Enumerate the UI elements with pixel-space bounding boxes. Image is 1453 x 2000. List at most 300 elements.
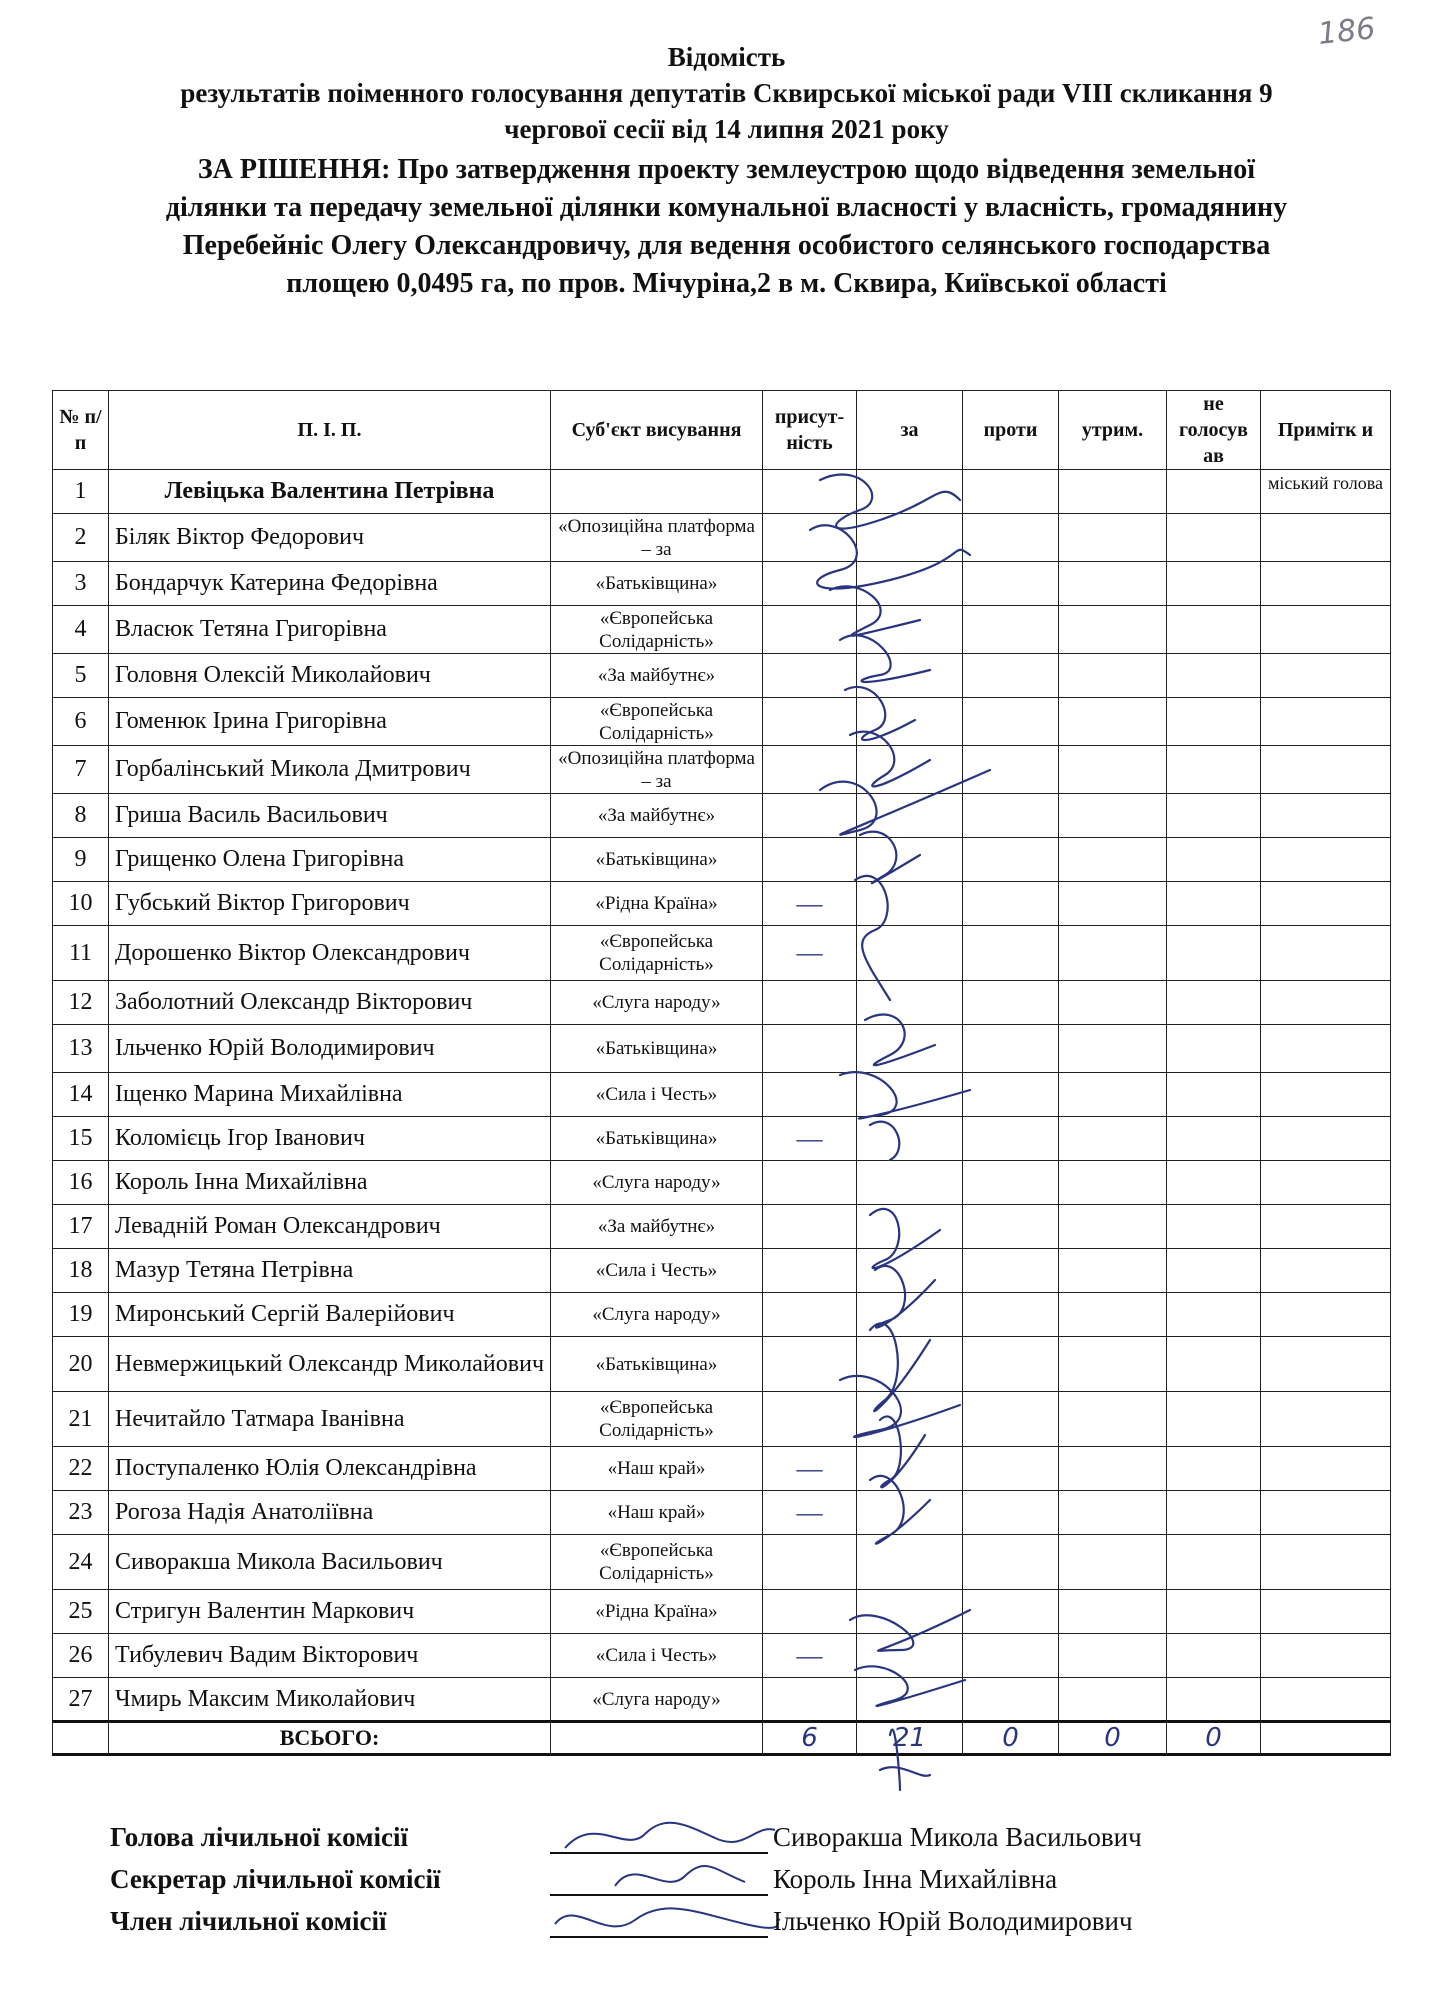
total-note-cell bbox=[1261, 1722, 1391, 1755]
decision-line-4: площею 0,0495 га, по пров. Мічуріна,2 в м. Сквира, Київської області bbox=[286, 268, 1167, 299]
party-name: «Сила і Честь» bbox=[551, 1249, 763, 1293]
handwritten-signature bbox=[545, 1898, 785, 1942]
commission-role: Голова лічильної комісії bbox=[110, 1822, 408, 1852]
presence-cell bbox=[763, 562, 857, 606]
for-cell bbox=[857, 654, 963, 698]
total-presence-value: 6 bbox=[801, 1723, 818, 1753]
against-cell bbox=[963, 1293, 1059, 1337]
table-row bbox=[53, 606, 1391, 654]
against-cell bbox=[963, 1117, 1059, 1161]
not-voted-cell bbox=[1167, 882, 1261, 926]
row-number: 6 bbox=[53, 698, 109, 746]
abstain-cell bbox=[1059, 606, 1167, 654]
presence-mark: — bbox=[796, 1123, 823, 1153]
for-cell bbox=[857, 1590, 963, 1634]
total-not-voted-value: 0 bbox=[1205, 1723, 1222, 1753]
row-number: 3 bbox=[53, 562, 109, 606]
table-row bbox=[53, 1117, 1391, 1161]
document-subtitle-line-1: результатів поіменного голосування депутатів Сквирської міської ради VIII скликання 9 bbox=[180, 78, 1273, 108]
total-abstain bbox=[1059, 1722, 1167, 1755]
abstain-cell bbox=[1059, 562, 1167, 606]
total-for bbox=[857, 1722, 963, 1755]
not-voted-cell bbox=[1167, 1249, 1261, 1293]
party-name: «Батьківщина» bbox=[551, 838, 763, 882]
abstain-cell bbox=[1059, 794, 1167, 838]
not-voted-cell bbox=[1167, 838, 1261, 882]
deputy-name: Головня Олексій Миколайович bbox=[109, 654, 551, 698]
party-name: «Рідна Країна» bbox=[551, 1590, 763, 1634]
deputy-name: Біляк Віктор Федорович bbox=[109, 514, 551, 562]
row-number: 17 bbox=[53, 1205, 109, 1249]
party-name: «Наш край» bbox=[551, 1491, 763, 1535]
table-row bbox=[53, 514, 1391, 562]
table-row bbox=[53, 926, 1391, 981]
deputy-name: Нечитайло Татмара Іванівна bbox=[109, 1392, 551, 1447]
table-row bbox=[53, 1392, 1391, 1447]
header-presence: присут-ність bbox=[763, 391, 857, 470]
decision-line-3: Перебейніс Олегу Олександровичу, для ведення особистого селянського господарства bbox=[182, 230, 1271, 261]
party-name: «Європейська Солідарність» bbox=[551, 926, 763, 981]
for-cell bbox=[857, 698, 963, 746]
total-against-value: 0 bbox=[1002, 1723, 1019, 1753]
footer-row-member bbox=[110, 1906, 1410, 1948]
note-cell bbox=[1261, 838, 1391, 882]
deputy-name: Дорошенко Віктор Олександрович bbox=[109, 926, 551, 981]
header-abstain: утрим. bbox=[1059, 391, 1167, 470]
presence-cell bbox=[763, 514, 857, 562]
for-cell bbox=[857, 1073, 963, 1117]
abstain-cell bbox=[1059, 1590, 1167, 1634]
party-name: «Батьківщина» bbox=[551, 1025, 763, 1073]
abstain-cell bbox=[1059, 470, 1167, 514]
against-cell bbox=[963, 514, 1059, 562]
table-row bbox=[53, 1678, 1391, 1722]
abstain-cell bbox=[1059, 1205, 1167, 1249]
note-cell bbox=[1261, 1337, 1391, 1392]
commission-member-name: Сиворакша Микола Васильович bbox=[773, 1822, 1142, 1852]
handwritten-signature bbox=[545, 1814, 785, 1858]
note-cell: міський голова bbox=[1261, 470, 1391, 514]
party-name: «Слуга народу» bbox=[551, 1293, 763, 1337]
for-cell bbox=[857, 1634, 963, 1678]
total-abstain-value: 0 bbox=[1104, 1723, 1121, 1753]
for-cell bbox=[857, 1025, 963, 1073]
for-cell bbox=[857, 1293, 963, 1337]
presence-cell bbox=[763, 926, 857, 981]
not-voted-cell bbox=[1167, 470, 1261, 514]
not-voted-cell bbox=[1167, 981, 1261, 1025]
against-cell bbox=[963, 926, 1059, 981]
for-cell bbox=[857, 1205, 963, 1249]
table-row bbox=[53, 981, 1391, 1025]
row-number: 26 bbox=[53, 1634, 109, 1678]
party-name: «Батьківщина» bbox=[551, 1337, 763, 1392]
not-voted-cell bbox=[1167, 1590, 1261, 1634]
row-number: 20 bbox=[53, 1337, 109, 1392]
note-cell bbox=[1261, 1634, 1391, 1678]
row-number: 21 bbox=[53, 1392, 109, 1447]
abstain-cell bbox=[1059, 1678, 1167, 1722]
abstain-cell bbox=[1059, 1025, 1167, 1073]
presence-cell bbox=[763, 698, 857, 746]
note-cell bbox=[1261, 1025, 1391, 1073]
abstain-cell bbox=[1059, 1535, 1167, 1590]
table-row bbox=[53, 562, 1391, 606]
row-number: 12 bbox=[53, 981, 109, 1025]
against-cell bbox=[963, 882, 1059, 926]
abstain-cell bbox=[1059, 1073, 1167, 1117]
presence-cell bbox=[763, 882, 857, 926]
for-cell bbox=[857, 1337, 963, 1392]
presence-cell bbox=[763, 746, 857, 794]
deputy-name: Губський Віктор Григорович bbox=[109, 882, 551, 926]
not-voted-cell bbox=[1167, 698, 1261, 746]
table-row bbox=[53, 1447, 1391, 1491]
table-row bbox=[53, 1535, 1391, 1590]
commission-signatures bbox=[110, 1822, 1410, 1948]
presence-mark: — bbox=[796, 938, 823, 967]
against-cell bbox=[963, 654, 1059, 698]
table-row bbox=[53, 1205, 1391, 1249]
row-number: 11 bbox=[53, 926, 109, 981]
party-name: «Сила і Честь» bbox=[551, 1634, 763, 1678]
not-voted-cell bbox=[1167, 1634, 1261, 1678]
party-name: «За майбутнє» bbox=[551, 794, 763, 838]
for-cell bbox=[857, 794, 963, 838]
note-cell bbox=[1261, 882, 1391, 926]
party-name: «За майбутнє» bbox=[551, 654, 763, 698]
note-cell bbox=[1261, 1447, 1391, 1491]
deputy-name: Мазур Тетяна Петрівна bbox=[109, 1249, 551, 1293]
against-cell bbox=[963, 1590, 1059, 1634]
for-cell bbox=[857, 606, 963, 654]
row-number: 8 bbox=[53, 794, 109, 838]
not-voted-cell bbox=[1167, 1117, 1261, 1161]
for-cell bbox=[857, 1491, 963, 1535]
against-cell bbox=[963, 1161, 1059, 1205]
party-name: «Рідна Країна» bbox=[551, 882, 763, 926]
row-number: 5 bbox=[53, 654, 109, 698]
party-name: «Батьківщина» bbox=[551, 1117, 763, 1161]
for-cell bbox=[857, 470, 963, 514]
deputy-name: Коломієць Ігор Іванович bbox=[109, 1117, 551, 1161]
abstain-cell bbox=[1059, 1117, 1167, 1161]
for-cell bbox=[857, 1678, 963, 1722]
presence-cell bbox=[763, 470, 857, 514]
deputy-name: Заболотний Олександр Вікторович bbox=[109, 981, 551, 1025]
for-cell bbox=[857, 926, 963, 981]
presence-cell bbox=[763, 1535, 857, 1590]
header-party: Суб'єкт висування bbox=[551, 391, 763, 470]
note-cell bbox=[1261, 1678, 1391, 1722]
document-subtitle-line-2: чергової сесії від 14 липня 2021 року bbox=[504, 114, 949, 144]
page-number: 186 bbox=[1316, 11, 1377, 52]
header-note: Примітк и bbox=[1261, 391, 1391, 470]
row-number: 25 bbox=[53, 1590, 109, 1634]
party-name: «Європейська Солідарність» bbox=[551, 698, 763, 746]
table-row bbox=[53, 1161, 1391, 1205]
not-voted-cell bbox=[1167, 1025, 1261, 1073]
party-name: «Опозиційна платформа – за bbox=[551, 746, 763, 794]
abstain-cell bbox=[1059, 654, 1167, 698]
total-row bbox=[53, 1722, 1391, 1755]
total-party-cell bbox=[551, 1722, 763, 1755]
table-header-row bbox=[53, 391, 1391, 470]
presence-cell bbox=[763, 981, 857, 1025]
commission-member-name: Король Інна Михайлівна bbox=[773, 1864, 1058, 1894]
note-cell bbox=[1261, 1161, 1391, 1205]
deputy-name: Тибулевич Вадим Вікторович bbox=[109, 1634, 551, 1678]
row-number: 27 bbox=[53, 1678, 109, 1722]
not-voted-cell bbox=[1167, 1392, 1261, 1447]
against-cell bbox=[963, 1337, 1059, 1392]
row-number: 15 bbox=[53, 1117, 109, 1161]
table-row bbox=[53, 654, 1391, 698]
row-number: 22 bbox=[53, 1447, 109, 1491]
against-cell bbox=[963, 1392, 1059, 1447]
presence-cell bbox=[763, 1634, 857, 1678]
table-row bbox=[53, 1634, 1391, 1678]
against-cell bbox=[963, 746, 1059, 794]
not-voted-cell bbox=[1167, 1535, 1261, 1590]
abstain-cell bbox=[1059, 1161, 1167, 1205]
deputy-name: Миронський Сергій Валерійович bbox=[109, 1293, 551, 1337]
presence-mark: — bbox=[796, 1640, 823, 1670]
deputy-name: Іщенко Марина Михайлівна bbox=[109, 1073, 551, 1117]
against-cell bbox=[963, 1447, 1059, 1491]
row-number: 9 bbox=[53, 838, 109, 882]
table-row bbox=[53, 1293, 1391, 1337]
note-cell bbox=[1261, 698, 1391, 746]
presence-mark: — bbox=[796, 1497, 823, 1527]
against-cell bbox=[963, 698, 1059, 746]
abstain-cell bbox=[1059, 1249, 1167, 1293]
abstain-cell bbox=[1059, 514, 1167, 562]
presence-cell bbox=[763, 838, 857, 882]
party-name: «Слуга народу» bbox=[551, 981, 763, 1025]
total-label: ВСЬОГО: bbox=[109, 1722, 551, 1755]
row-number: 19 bbox=[53, 1293, 109, 1337]
deputy-name: Горбалінський Микола Дмитрович bbox=[109, 746, 551, 794]
party-name bbox=[551, 470, 763, 514]
abstain-cell bbox=[1059, 1392, 1167, 1447]
for-cell bbox=[857, 1447, 963, 1491]
presence-cell bbox=[763, 654, 857, 698]
note-cell bbox=[1261, 794, 1391, 838]
note-cell bbox=[1261, 1117, 1391, 1161]
note-cell bbox=[1261, 654, 1391, 698]
abstain-cell bbox=[1059, 838, 1167, 882]
against-cell bbox=[963, 981, 1059, 1025]
total-presence bbox=[763, 1722, 857, 1755]
note-cell bbox=[1261, 606, 1391, 654]
presence-cell bbox=[763, 1025, 857, 1073]
row-number: 18 bbox=[53, 1249, 109, 1293]
abstain-cell bbox=[1059, 1337, 1167, 1392]
deputy-name: Левіцька Валентина Петрівна bbox=[109, 470, 551, 514]
deputy-name: Сиворакша Микола Васильович bbox=[109, 1535, 551, 1590]
presence-cell bbox=[763, 1117, 857, 1161]
deputy-name: Грищенко Олена Григорівна bbox=[109, 838, 551, 882]
decision-line-2: ділянки та передачу земельної ділянки комунальної власності у власність, громадянину bbox=[165, 192, 1288, 223]
table-row bbox=[53, 746, 1391, 794]
party-name: «Європейська Солідарність» bbox=[551, 1392, 763, 1447]
note-cell bbox=[1261, 746, 1391, 794]
for-cell bbox=[857, 562, 963, 606]
table-row bbox=[53, 1491, 1391, 1535]
party-name: «Європейська Солідарність» bbox=[551, 606, 763, 654]
not-voted-cell bbox=[1167, 926, 1261, 981]
table-row bbox=[53, 1025, 1391, 1073]
against-cell bbox=[963, 794, 1059, 838]
presence-mark: — bbox=[796, 1453, 823, 1483]
note-cell bbox=[1261, 1293, 1391, 1337]
for-cell bbox=[857, 981, 963, 1025]
abstain-cell bbox=[1059, 746, 1167, 794]
not-voted-cell bbox=[1167, 1205, 1261, 1249]
header-name: П. І. П. bbox=[109, 391, 551, 470]
party-name: «Опозиційна платформа – за bbox=[551, 514, 763, 562]
row-number: 7 bbox=[53, 746, 109, 794]
row-number: 24 bbox=[53, 1535, 109, 1590]
commission-role: Секретар лічильної комісії bbox=[110, 1864, 441, 1894]
commission-role: Член лічильної комісії bbox=[110, 1906, 387, 1936]
for-cell bbox=[857, 514, 963, 562]
party-name: «Батьківщина» bbox=[551, 562, 763, 606]
party-name: «Сила і Честь» bbox=[551, 1073, 763, 1117]
deputy-name: Рогоза Надія Анатоліївна bbox=[109, 1491, 551, 1535]
deputy-name: Невмержицький Олександр Миколайович bbox=[109, 1337, 551, 1392]
party-name: «Наш край» bbox=[551, 1447, 763, 1491]
presence-cell bbox=[763, 1491, 857, 1535]
for-cell bbox=[857, 1161, 963, 1205]
table-row bbox=[53, 1337, 1391, 1392]
row-number: 1 bbox=[53, 470, 109, 514]
presence-cell bbox=[763, 1293, 857, 1337]
against-cell bbox=[963, 1205, 1059, 1249]
party-name: «Європейська Солідарність» bbox=[551, 1535, 763, 1590]
commission-member-name: Ільченко Юрій Володимирович bbox=[773, 1906, 1133, 1936]
abstain-cell bbox=[1059, 926, 1167, 981]
deputy-name: Гриша Василь Васильович bbox=[109, 794, 551, 838]
not-voted-cell bbox=[1167, 1293, 1261, 1337]
document-header bbox=[40, 40, 1413, 303]
not-voted-cell bbox=[1167, 1678, 1261, 1722]
row-number: 23 bbox=[53, 1491, 109, 1535]
deputy-name: Левадній Роман Олександрович bbox=[109, 1205, 551, 1249]
not-voted-cell bbox=[1167, 514, 1261, 562]
decision-text bbox=[40, 151, 1413, 303]
header-num: № п/п bbox=[53, 391, 109, 470]
presence-cell bbox=[763, 1590, 857, 1634]
abstain-cell bbox=[1059, 981, 1167, 1025]
abstain-cell bbox=[1059, 1447, 1167, 1491]
row-number: 4 bbox=[53, 606, 109, 654]
table-row bbox=[53, 698, 1391, 746]
not-voted-cell bbox=[1167, 1161, 1261, 1205]
row-number: 14 bbox=[53, 1073, 109, 1117]
header-against: проти bbox=[963, 391, 1059, 470]
against-cell bbox=[963, 1678, 1059, 1722]
for-cell bbox=[857, 838, 963, 882]
table-row bbox=[53, 794, 1391, 838]
voting-table bbox=[52, 390, 1391, 1756]
deputy-name: Бондарчук Катерина Федорівна bbox=[109, 562, 551, 606]
total-for-value: 21 bbox=[892, 1723, 927, 1753]
header-not-voted: не голосув ав bbox=[1167, 391, 1261, 470]
table-row bbox=[53, 882, 1391, 926]
row-number: 16 bbox=[53, 1161, 109, 1205]
against-cell bbox=[963, 838, 1059, 882]
abstain-cell bbox=[1059, 882, 1167, 926]
against-cell bbox=[963, 606, 1059, 654]
presence-cell bbox=[763, 1337, 857, 1392]
not-voted-cell bbox=[1167, 1073, 1261, 1117]
against-cell bbox=[963, 1025, 1059, 1073]
against-cell bbox=[963, 1634, 1059, 1678]
table-row bbox=[53, 838, 1391, 882]
against-cell bbox=[963, 1491, 1059, 1535]
for-cell bbox=[857, 1117, 963, 1161]
party-name: «За майбутнє» bbox=[551, 1205, 763, 1249]
deputy-name: Власюк Тетяна Григорівна bbox=[109, 606, 551, 654]
note-cell bbox=[1261, 1590, 1391, 1634]
presence-cell bbox=[763, 1205, 857, 1249]
against-cell bbox=[963, 1073, 1059, 1117]
presence-mark: — bbox=[796, 888, 823, 918]
presence-cell bbox=[763, 1392, 857, 1447]
row-number: 10 bbox=[53, 882, 109, 926]
total-against bbox=[963, 1722, 1059, 1755]
deputy-name: Ільченко Юрій Володимирович bbox=[109, 1025, 551, 1073]
against-cell bbox=[963, 470, 1059, 514]
deputy-name: Король Інна Михайлівна bbox=[109, 1161, 551, 1205]
note-cell bbox=[1261, 1249, 1391, 1293]
not-voted-cell bbox=[1167, 654, 1261, 698]
deputy-name: Чмирь Максим Миколайович bbox=[109, 1678, 551, 1722]
presence-cell bbox=[763, 1447, 857, 1491]
total-empty-cell bbox=[53, 1722, 109, 1755]
note-cell bbox=[1261, 514, 1391, 562]
presence-cell bbox=[763, 1073, 857, 1117]
note-cell bbox=[1261, 1073, 1391, 1117]
abstain-cell bbox=[1059, 1634, 1167, 1678]
not-voted-cell bbox=[1167, 562, 1261, 606]
row-number: 2 bbox=[53, 514, 109, 562]
table-body bbox=[53, 470, 1391, 1722]
header-for: за bbox=[857, 391, 963, 470]
abstain-cell bbox=[1059, 1491, 1167, 1535]
for-cell bbox=[857, 746, 963, 794]
deputy-name: Поступаленко Юлія Олександрівна bbox=[109, 1447, 551, 1491]
party-name: «Слуга народу» bbox=[551, 1678, 763, 1722]
table-row bbox=[53, 1073, 1391, 1117]
not-voted-cell bbox=[1167, 1447, 1261, 1491]
for-cell bbox=[857, 1535, 963, 1590]
presence-cell bbox=[763, 794, 857, 838]
note-cell bbox=[1261, 562, 1391, 606]
against-cell bbox=[963, 1249, 1059, 1293]
note-cell bbox=[1261, 1392, 1391, 1447]
note-cell bbox=[1261, 1205, 1391, 1249]
presence-cell bbox=[763, 1161, 857, 1205]
row-number: 13 bbox=[53, 1025, 109, 1073]
not-voted-cell bbox=[1167, 1337, 1261, 1392]
not-voted-cell bbox=[1167, 1491, 1261, 1535]
document-title: Відомість bbox=[667, 42, 786, 72]
abstain-cell bbox=[1059, 1293, 1167, 1337]
party-name: «Слуга народу» bbox=[551, 1161, 763, 1205]
